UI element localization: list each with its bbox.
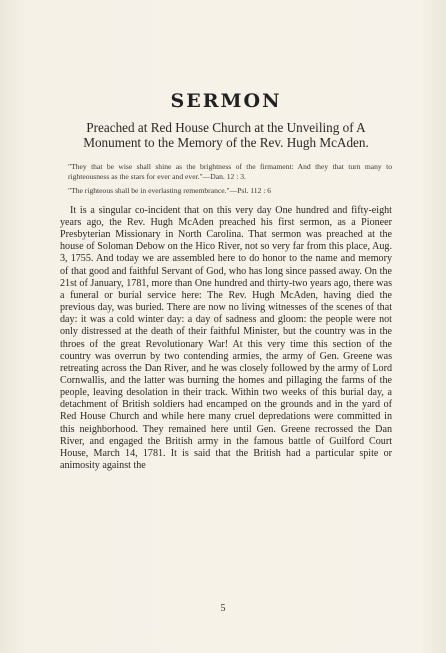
document-subtitle: Preached at Red House Church at the Unveiling of A Monument to the Memory of the Rev. Hugh McAden.	[83, 120, 369, 150]
sermon-body: It is a singular co-incident that on this very day One hundred and fifty-eight years ago, the Rev. Hugh McAden preached his first sermon, as a Pioneer Presbyterian Missionary in North Carolina. That sermon was preached at the house of Soloman Debow on the Hico River, not so very far from this place, Aug. 3, 1755. And today we are assembled here to do honor to the name and memory of that good and faithful Servant of God, who has long since passed away. On the 21st of January, 1781, more than One hundred and thirty-two years ago, there was a funeral or burial service here: The Rev. Hugh McAden, having died the previous day, was buried. There are now no living witnesses of the scenes of that day: it was a cold winter day: a day of sadness and gloom: the people were not only distressed at the death of their faithful Minister, but the country was in the throes of the great Revolutionary War! At this very time this section of the country was overrun by two contending armies, the army of Gen. Greene was retreating across the Dan River, and he was closely followed by the army of Lord Cornwallis, and the latter was burning the homes and pillaging the farms of the people, leaving desolation in their track. Within two weeks of this burial day, a detachment of British soldiers had encamped on the grounds and in the yard of Red House Church and while here many cruel depredations were committed in this neighborhood. They remained here until Gen. Greene recrossed the Dan River, and engaged the British army in the famous battle of Guilford Court House, March 14, 1781. It is said that the British had a particular spite or animosity against the	[60, 204, 392, 472]
epigraph-psalm: "The righteous shall be in everlasting remembrance."—Psl. 112 : 6	[68, 186, 272, 196]
document-title: SERMON	[170, 90, 282, 112]
page-number: 5	[220, 603, 226, 614]
epigraph-daniel: "They that be wise shall shine as the brightness of the firmament: And they that turn many to righteousness as the stars for ever and ever."—Dan. 12 : 3.	[68, 162, 392, 181]
